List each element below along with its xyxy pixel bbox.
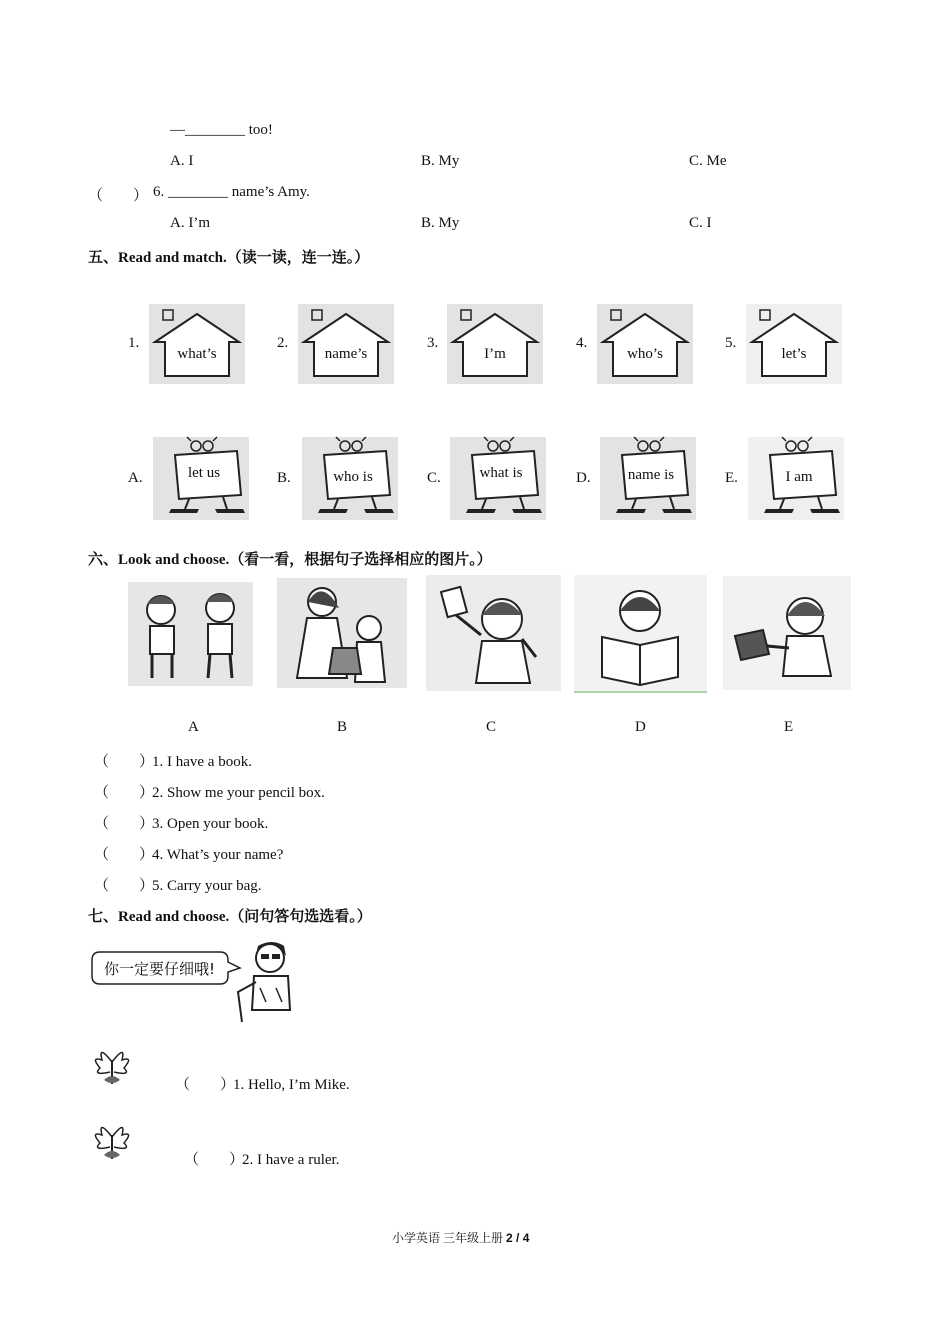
sign-text: let us	[187, 465, 221, 481]
picture-a[interactable]	[128, 582, 253, 686]
girl-reading-book-illustration	[574, 575, 707, 691]
sign-letter: B.	[277, 470, 291, 486]
sign-card[interactable]	[450, 437, 546, 520]
sign-text: I am	[785, 469, 813, 485]
item-row	[94, 843, 283, 864]
answer-paren[interactable]: （ ）	[184, 1152, 245, 1168]
picture-label: E	[784, 719, 794, 735]
girl-showing-pencil-box-illustration	[426, 575, 561, 691]
house-icon	[746, 304, 842, 384]
q5-option-b[interactable]: B. My	[421, 153, 460, 169]
house-icon	[149, 304, 245, 384]
q5-option-c[interactable]: C. Me	[689, 153, 727, 169]
sign-card[interactable]	[600, 437, 696, 520]
page-number: 2 / 4	[506, 1231, 530, 1245]
sign-card[interactable]	[302, 437, 398, 520]
house-word: I’m	[484, 346, 506, 362]
carry-bag-illustration	[277, 578, 407, 688]
sign-letter: D.	[576, 470, 591, 486]
item-text: 1. Hello, I’m Mike.	[233, 1077, 350, 1093]
q5-option-a[interactable]: A. I	[170, 153, 194, 169]
sign-card[interactable]	[153, 437, 249, 520]
answer-paren[interactable]: （ ）	[175, 1077, 236, 1093]
two-boys-talking-illustration	[128, 582, 253, 686]
house-icon	[597, 304, 693, 384]
item-row	[94, 812, 268, 833]
item-row	[94, 750, 252, 771]
flower-icon	[88, 1115, 136, 1161]
sign-card[interactable]	[748, 437, 844, 520]
house-card[interactable]	[447, 304, 543, 384]
house-card[interactable]	[746, 304, 842, 384]
sign-letter: A.	[128, 470, 143, 486]
house-icon	[298, 304, 394, 384]
flower-icon	[88, 1040, 136, 1086]
speech-bubble	[92, 950, 242, 986]
house-number: 5.	[725, 335, 737, 351]
sign-letter: E.	[725, 470, 738, 486]
picture-b[interactable]	[277, 578, 407, 688]
girl-with-pencil-box-illustration	[723, 576, 851, 690]
bubble-text: 你一定要仔细哦!	[104, 960, 216, 978]
picture-d[interactable]	[574, 575, 707, 693]
item-text: 3. Open your book.	[152, 816, 269, 832]
section5-title: 五、Read and match.（读一读，连一连。）	[88, 250, 370, 266]
house-number: 3.	[427, 335, 439, 351]
house-number: 4.	[576, 335, 588, 351]
sign-text: what is	[479, 465, 523, 481]
q6-option-a[interactable]: A. I’m	[170, 215, 210, 231]
item-row	[184, 1148, 339, 1169]
section7-title: 七、Read and choose.（问句答句选选看。）	[88, 909, 372, 925]
page-footer	[392, 1229, 529, 1246]
sign-text: who is	[333, 469, 373, 485]
house-word: what’s	[177, 346, 217, 362]
teacher-with-pointer-illustration	[230, 938, 300, 1024]
sign-text: name is	[627, 467, 675, 483]
q5-answer-line: —________ too!	[170, 122, 273, 138]
item-text: 4. What’s your name?	[152, 847, 284, 863]
picture-label: A	[188, 719, 199, 735]
answer-paren[interactable]: （ ）	[94, 816, 155, 832]
house-word: who’s	[627, 346, 663, 362]
q6-option-c[interactable]: C. I	[689, 215, 712, 231]
footer-text: 小学英语 三年级上册	[392, 1231, 504, 1245]
q6-answer-paren[interactable]: （ ）	[88, 188, 149, 204]
picture-e[interactable]	[723, 576, 851, 690]
item-row	[94, 874, 262, 895]
house-icon	[447, 304, 543, 384]
house-card[interactable]	[597, 304, 693, 384]
house-word: name’s	[324, 346, 368, 362]
item-text: 2. I have a ruler.	[242, 1152, 340, 1168]
house-card[interactable]	[149, 304, 245, 384]
sign-letter: C.	[427, 470, 441, 486]
item-text: 5. Carry your bag.	[152, 878, 262, 894]
picture-label: C	[486, 719, 497, 735]
item-row	[94, 781, 325, 802]
house-card[interactable]	[298, 304, 394, 384]
answer-paren[interactable]: （ ）	[94, 754, 155, 770]
item-text: 2. Show me your pencil box.	[152, 785, 325, 801]
section6-title: 六、Look and choose.（看一看，根据句子选择相应的图片。）	[88, 552, 492, 568]
picture-label: B	[337, 719, 348, 735]
answer-paren[interactable]: （ ）	[94, 785, 155, 801]
house-word: let’s	[781, 346, 807, 362]
house-number: 2.	[277, 335, 289, 351]
picture-label: D	[635, 719, 646, 735]
house-number: 1.	[128, 335, 140, 351]
picture-c[interactable]	[426, 575, 561, 691]
answer-paren[interactable]: （ ）	[94, 878, 155, 894]
q6-option-b[interactable]: B. My	[421, 215, 460, 231]
item-text: 1. I have a book.	[152, 754, 252, 770]
answer-paren[interactable]: （ ）	[94, 847, 155, 863]
item-row	[175, 1073, 350, 1094]
q6-stem: 6. ________ name’s Amy.	[153, 184, 310, 200]
